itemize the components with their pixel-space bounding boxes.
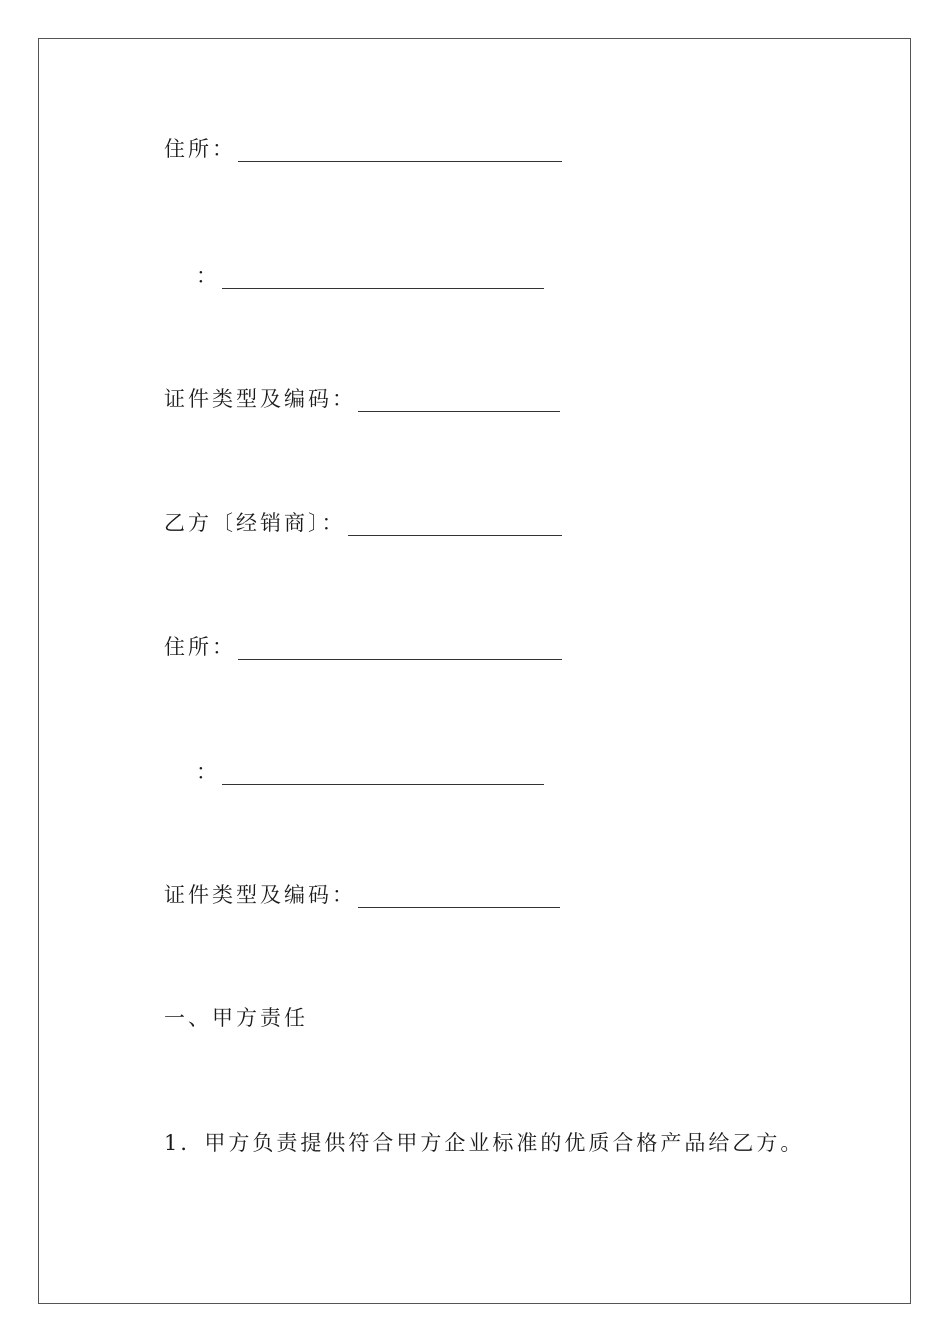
party-b-address-label: 住所：	[164, 635, 236, 659]
party-b-address-field[interactable]	[238, 639, 562, 660]
party-a-id-field[interactable]	[358, 391, 560, 412]
party-a-unlabeled-field[interactable]	[222, 268, 544, 289]
party-a-address-label: 住所：	[164, 137, 236, 161]
party-b-id-row	[164, 882, 560, 908]
party-b-name-field[interactable]	[348, 515, 562, 536]
party-b-id-field[interactable]	[358, 887, 560, 908]
party-a-id-row	[164, 386, 560, 412]
section-heading: 一、甲方责任	[164, 1006, 308, 1030]
party-a-unlabeled-label: ：	[196, 264, 220, 288]
party-b-address-row	[164, 634, 562, 660]
party-a-address-row	[164, 136, 562, 162]
party-a-unlabeled-row	[196, 263, 544, 289]
party-a-id-label: 证件类型及编码：	[164, 387, 356, 411]
party-b-unlabeled-field[interactable]	[222, 764, 544, 785]
party-b-name-row	[164, 510, 562, 536]
party-b-name-label: 乙方〔经销商〕：	[164, 511, 346, 535]
clause-1: 1．甲方负责提供符合甲方企业标准的优质合格产品给乙方。	[164, 1131, 805, 1155]
party-a-address-field[interactable]	[238, 141, 562, 162]
party-b-unlabeled-row	[196, 759, 544, 785]
party-b-id-label: 证件类型及编码：	[164, 883, 356, 907]
page-frame	[38, 38, 911, 1304]
party-b-unlabeled-label: ：	[196, 760, 220, 784]
